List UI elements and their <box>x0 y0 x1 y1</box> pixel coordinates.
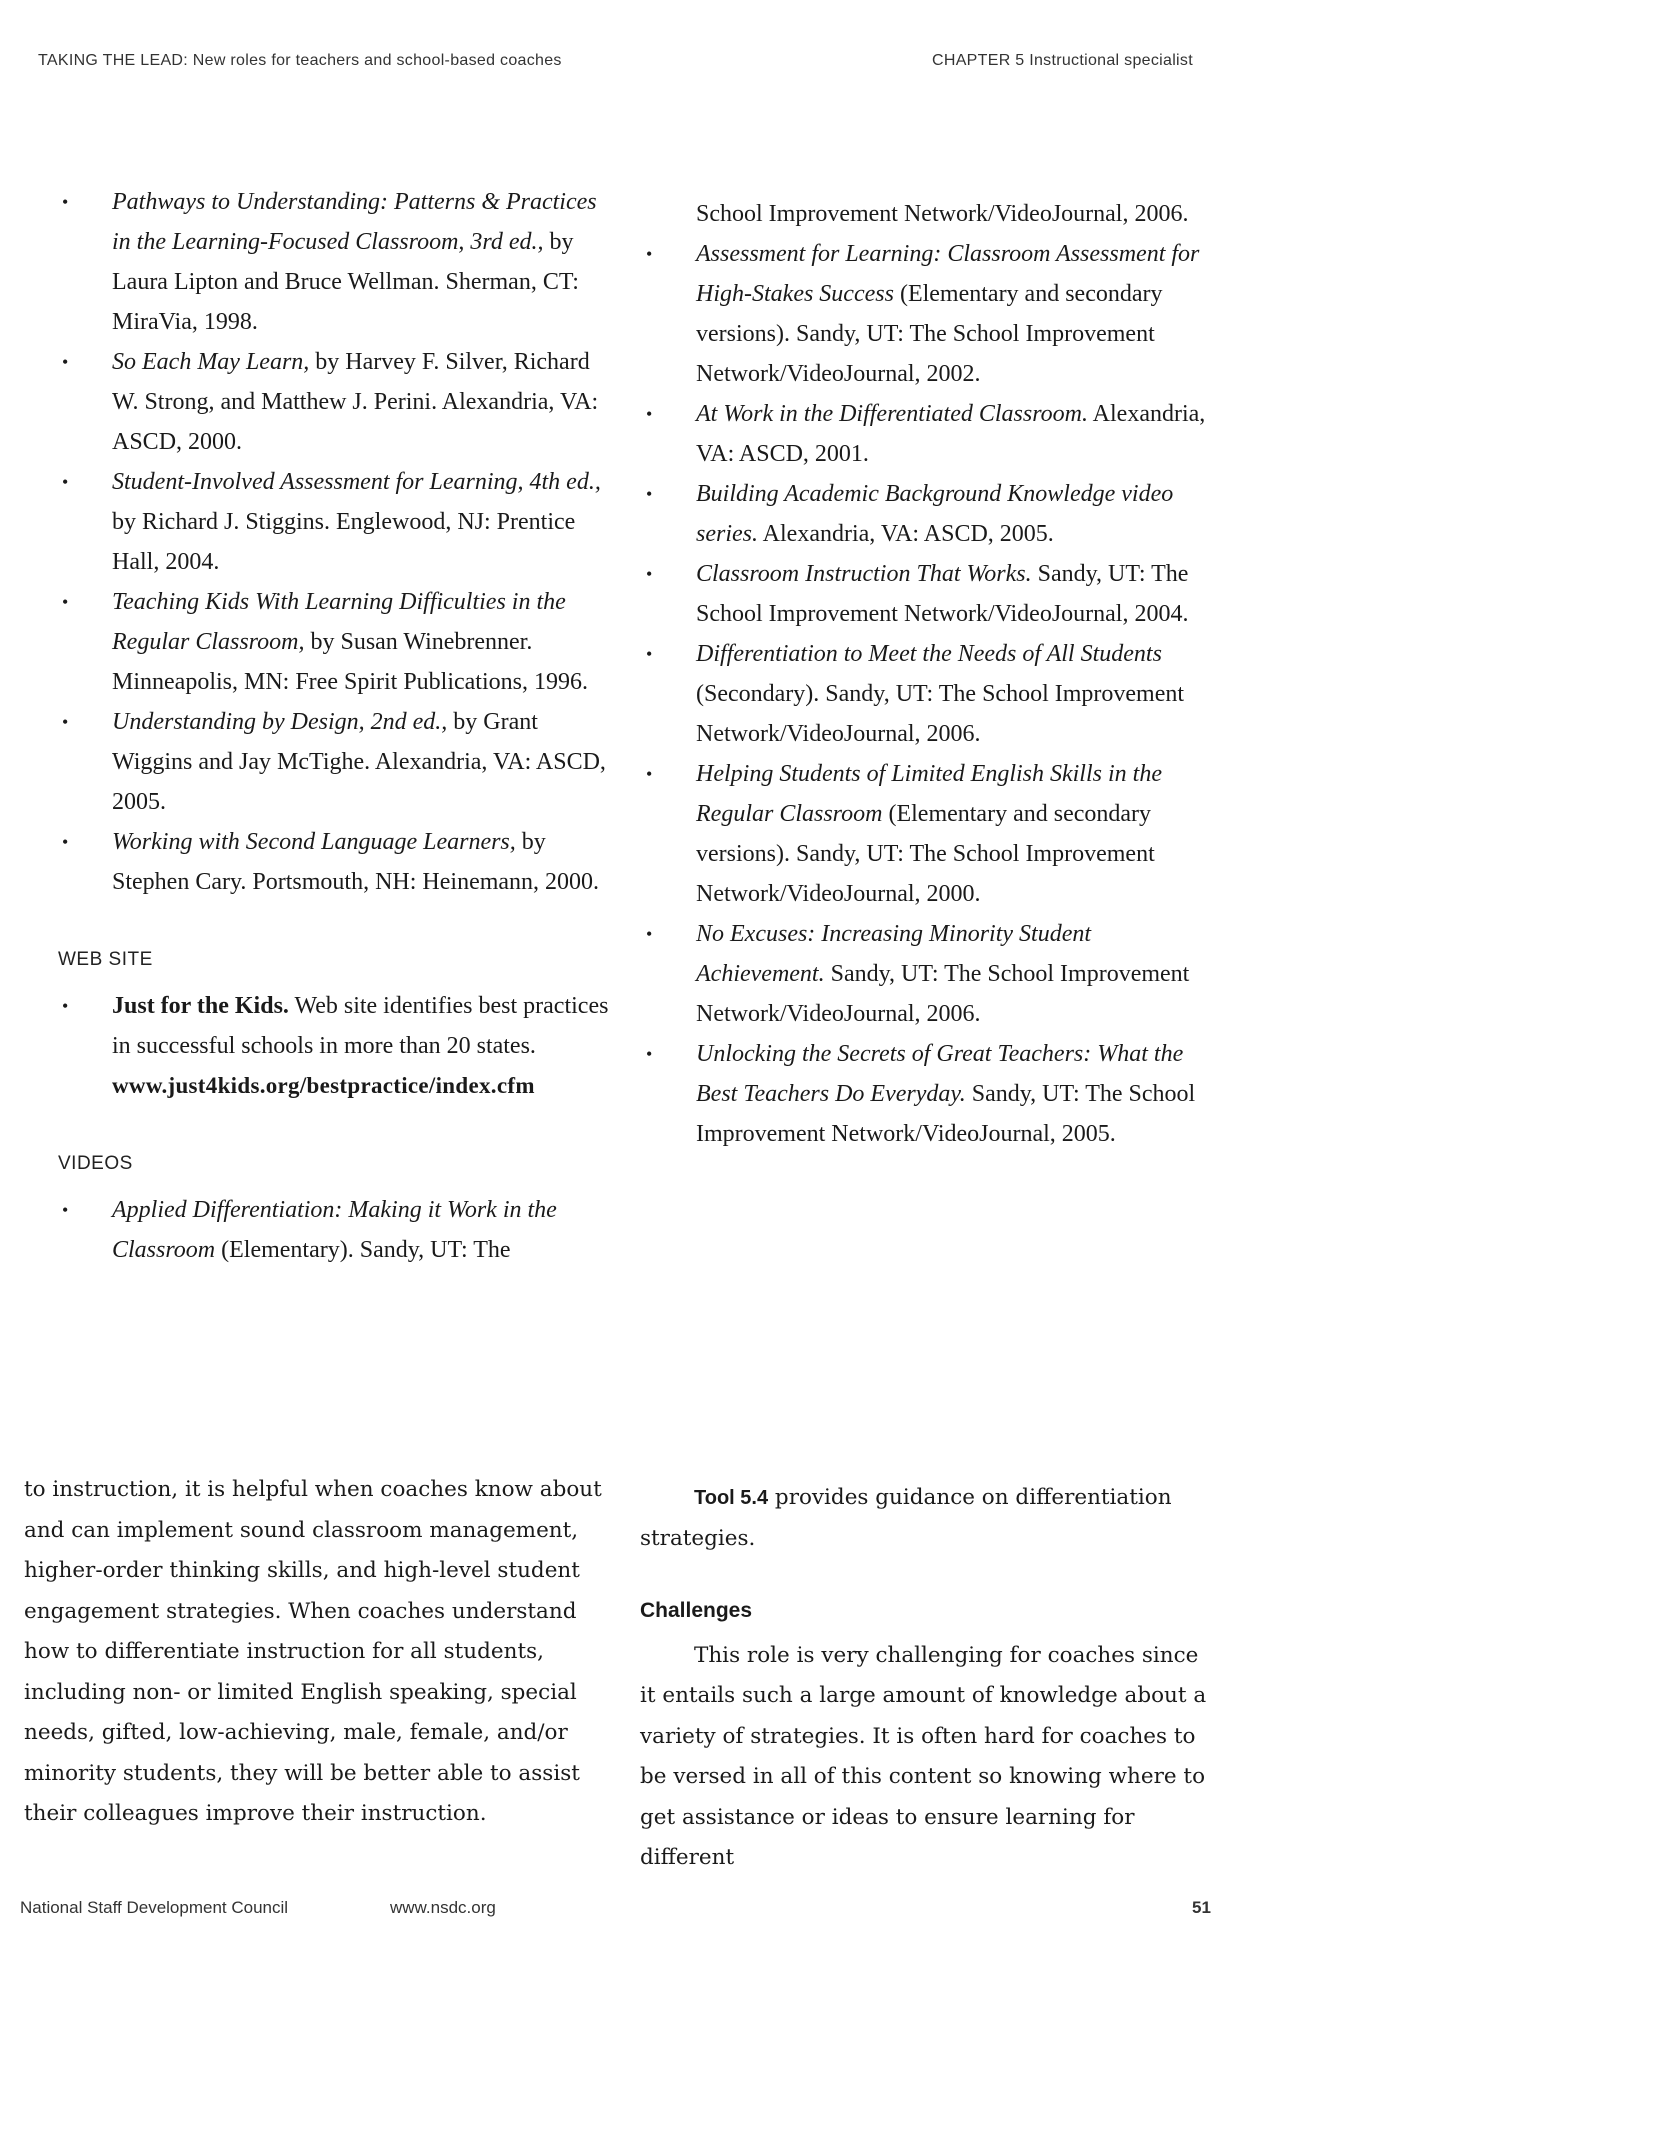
videos-heading: VIDEOS <box>58 1153 133 1174</box>
video-title: Differentiation to Meet the Needs of All Students <box>696 641 1162 667</box>
body-text-right <box>640 1478 1220 1879</box>
bullet-icon: • <box>646 244 653 264</box>
challenges-paragraph: This role is very challenging for coaches since it entails such a large amount of knowledge about a variety of strategies. It is often hard for coaches to be versed in all of this content so knowing where to get assistance or ideas to ensure learning for different <box>640 1642 1207 1870</box>
video-details: Alexandria, VA: ASCD, 2001. <box>696 401 1206 467</box>
video-title: Assessment for Learning: Classroom Assessment for High-Stakes Success <box>696 241 1200 307</box>
list-item <box>58 822 618 902</box>
bullet-icon: • <box>646 1044 653 1064</box>
video-list-continued <box>642 234 1222 1154</box>
video-title: Applied Differentiation: Making it Work in the Classroom <box>112 1197 557 1263</box>
video-details: Sandy, UT: The School Improvement Network/VideoJournal, 2004. <box>696 561 1189 627</box>
list-item <box>58 582 618 702</box>
video-details: Sandy, UT: The School Improvement Network/VideoJournal, 2005. <box>696 1081 1196 1147</box>
video-details: (Secondary). Sandy, UT: The School Improvement Network/VideoJournal, 2006. <box>696 681 1185 747</box>
book-title: Pathways to Understanding: Patterns & Practices in the Learning-Focused Classroom, 3rd ed., <box>112 189 597 255</box>
video-title: Unlocking the Secrets of Great Teachers: What the Best Teachers Do Everyday. <box>696 1041 1184 1107</box>
bullet-icon: • <box>62 832 69 852</box>
list-item <box>642 474 1222 554</box>
footer-website[interactable]: www.nsdc.org <box>390 1898 496 1917</box>
bullet-icon: • <box>62 996 69 1016</box>
book-title: Student-Involved Assessment for Learning, 4th ed., <box>112 469 601 495</box>
video-title: Helping Students of Limited English Skills in the Regular Classroom <box>696 761 1162 827</box>
book-details: by Grant Wiggins and Jay McTighe. Alexandria, VA: ASCD, 2005. <box>112 709 606 815</box>
video-details: (Elementary and secondary versions). Sandy, UT: The School Improvement Network/VideoJournal, 2000. <box>696 801 1155 907</box>
book-list <box>58 182 618 902</box>
tool-reference: Tool 5.4 <box>694 1487 769 1509</box>
bullet-icon: • <box>62 472 69 492</box>
book-details: by Richard J. Stiggins. Englewood, NJ: Prentice Hall, 2004. <box>112 509 576 575</box>
challenges-heading: Challenges <box>640 1599 753 1622</box>
website-url[interactable]: www.just4kids.org/bestpractice/index.cfm <box>112 1073 535 1098</box>
bullet-icon: • <box>646 564 653 584</box>
bullet-icon: • <box>646 924 653 944</box>
list-item <box>642 754 1222 914</box>
video-details: (Elementary and secondary versions). Sandy, UT: The School Improvement Network/VideoJournal, 2002. <box>696 281 1163 387</box>
bullet-icon: • <box>62 1200 69 1220</box>
video-title: At Work in the Differentiated Classroom. <box>696 401 1088 427</box>
list-item <box>58 462 618 582</box>
list-item <box>58 342 618 462</box>
bullet-icon: • <box>646 404 653 424</box>
tool-description: provides guidance on differentiation strategies. <box>640 1485 1172 1551</box>
list-item <box>642 394 1222 474</box>
list-item <box>642 914 1222 1034</box>
book-title: So Each May Learn, <box>112 349 310 375</box>
book-title: Teaching Kids With Learning Difficulties in the Regular Classroom, <box>112 589 566 655</box>
running-head-right: CHAPTER 5 Instructional specialist <box>932 52 1193 69</box>
bullet-icon: • <box>62 712 69 732</box>
book-details: by Laura Lipton and Bruce Wellman. Sherman, CT: MiraVia, 1998. <box>112 229 579 335</box>
bullet-icon: • <box>62 352 69 372</box>
video-details: (Elementary). Sandy, UT: The <box>215 1237 511 1263</box>
page-number: 51 <box>1192 1898 1211 1917</box>
website-heading: WEB SITE <box>58 949 153 970</box>
list-continuation: School Improvement Network/VideoJournal, 2006. <box>696 201 1189 227</box>
bullet-icon: • <box>62 592 69 612</box>
body-paragraph: to instruction, it is helpful when coaches know about and can implement sound classroom management, higher-order thinking skills, and high-level student engagement strategies. When coaches understand how to differentiate instruction for all students, including non- or limited English speaking, special needs, gifted, low-achieving, male, female, and/or minority students, they will be better able to assist their colleagues improve their instruction. <box>24 1477 602 1826</box>
book-title: Understanding by Design, 2nd ed., <box>112 709 448 735</box>
list-item <box>58 1190 618 1270</box>
video-title: Building Academic Background Knowledge video series. <box>696 481 1174 547</box>
list-item <box>642 554 1222 634</box>
bullet-icon: • <box>646 484 653 504</box>
body-text-left <box>24 1470 614 1835</box>
website-name: Just for the Kids. <box>112 993 289 1019</box>
left-column <box>58 182 618 1270</box>
website-description: Web site identifies best practices in successful schools in more than 20 states. <box>112 993 609 1059</box>
website-list <box>58 986 618 1066</box>
list-item <box>642 634 1222 754</box>
video-list <box>58 1190 618 1270</box>
list-item <box>58 702 618 822</box>
list-item <box>58 182 618 342</box>
video-title: Classroom Instruction That Works. <box>696 561 1032 587</box>
book-details: by Susan Winebrenner. Minneapolis, MN: Free Spirit Publications, 1996. <box>112 629 588 695</box>
bullet-icon: • <box>646 644 653 664</box>
list-item <box>642 1034 1222 1154</box>
running-head-left: TAKING THE LEAD: New roles for teachers and school-based coaches <box>38 52 562 69</box>
list-item <box>58 986 618 1066</box>
video-details: Alexandria, VA: ASCD, 2005. <box>758 521 1054 547</box>
footer-organization: National Staff Development Council <box>20 1898 289 1917</box>
list-item <box>642 234 1222 394</box>
book-details: by Harvey F. Silver, Richard W. Strong, and Matthew J. Perini. Alexandria, VA: ASCD, 2000. <box>112 349 599 455</box>
book-details: by Stephen Cary. Portsmouth, NH: Heinemann, 2000. <box>112 829 600 895</box>
video-title: No Excuses: Increasing Minority Student Achievement. <box>696 921 1092 987</box>
bullet-icon: • <box>646 764 653 784</box>
right-column <box>642 194 1222 1154</box>
bullet-icon: • <box>62 192 69 212</box>
video-details: Sandy, UT: The School Improvement Network/VideoJournal, 2006. <box>696 961 1190 1027</box>
book-title: Working with Second Language Learners, <box>112 829 516 855</box>
tool-paragraph <box>640 1478 1220 1559</box>
